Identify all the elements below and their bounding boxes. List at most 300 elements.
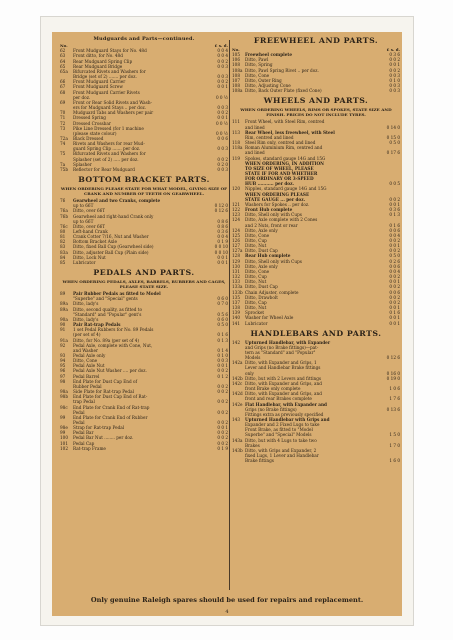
item-number: 94	[60, 358, 66, 364]
item-price: 0 1 6	[389, 310, 400, 316]
item-price: 0 8 6	[217, 218, 228, 224]
item-price: 1 7 0	[389, 442, 400, 448]
item-number: 91a	[60, 337, 68, 343]
item-number: 98b	[60, 394, 69, 400]
item-number: 7a	[60, 161, 66, 167]
item-price: 0 0 2	[217, 58, 228, 64]
item-price: 0 1 6	[217, 332, 228, 338]
item-price: 1 0 6	[389, 386, 400, 392]
item-number: 142a	[232, 360, 243, 366]
item-description: 1 set Pedal Rubbers for No. 89 Pedals	[73, 327, 154, 333]
item-number: 137	[232, 299, 240, 305]
item-price: 0 12 0	[214, 203, 228, 209]
item-description: Ditto, Lock Nut	[73, 254, 106, 260]
item-price: 0 0 2	[389, 299, 400, 305]
item-price: 0 13 6	[386, 406, 400, 412]
list-item	[232, 88, 400, 93]
item-price: 0 0 3	[217, 63, 228, 69]
item-description: Pedal Axle Nut Washer .... per doz.	[73, 368, 147, 374]
item-description: Ditto, Shell only with Cups	[245, 258, 302, 264]
list-item	[60, 260, 228, 265]
item-price: 0 3 6	[217, 229, 228, 234]
item-number: 89	[60, 291, 66, 297]
item-description: Pedal Bar Nut ........ per doz.	[73, 435, 134, 441]
item-description: Ditto, Nut	[245, 279, 267, 285]
item-description: Brake fittings	[245, 458, 274, 464]
item-price: 0 1 9	[217, 445, 228, 451]
item-price: 0 0 2	[217, 156, 228, 162]
item-price: 0 0 2	[389, 274, 400, 280]
item-description: Ditto, Nut	[245, 243, 267, 249]
item-description: Front Mudguard Carrier	[73, 79, 126, 85]
item-price: 0 0 6	[217, 135, 228, 141]
item-number: 124	[232, 217, 240, 223]
item-price: 0 7 0	[217, 301, 228, 307]
item-price: 0 3 6	[389, 52, 400, 58]
freewheel-list	[232, 52, 400, 93]
item-price: 0 0 2	[217, 435, 228, 441]
item-description: and Grips (no Brake fittings)—pat-	[245, 344, 319, 350]
item-number: 76a	[60, 208, 68, 214]
item-description: Ditto, Cone	[245, 232, 270, 238]
item-price: 0 2 6	[389, 258, 400, 264]
item-description: Ditto, fixed Ball Cup (Gearwheel side)	[73, 244, 154, 250]
item-description: Ditto, Cap	[245, 299, 267, 305]
item-price: 0 0 4	[217, 53, 228, 59]
item-description: Pedal	[73, 420, 85, 425]
item-description: Ditto, but with 2 Levers and fittings	[245, 375, 322, 381]
item-number: 107	[232, 77, 240, 83]
item-number: 138	[232, 305, 240, 311]
item-description: Upturned Handlebar, with Expander	[245, 339, 331, 345]
item-price: 0 1 2	[217, 373, 228, 379]
item-number: 80	[60, 229, 66, 234]
item-price: 0 1 4	[217, 347, 228, 353]
item-price: 0 0 1	[389, 305, 400, 311]
number-header: No.	[232, 47, 240, 52]
item-description: tern as "Standard" and "Popular"	[245, 349, 316, 355]
item-description: Pedal Cap	[73, 440, 95, 446]
item-number: 84	[60, 254, 66, 260]
item-number: 143	[232, 417, 240, 422]
item-number: 72a	[60, 135, 68, 141]
item-description: Ditto, Axle only	[245, 263, 278, 269]
item-description: Pike Line Dressed (for 1 machine	[73, 125, 144, 131]
item-number: 127a	[232, 248, 243, 254]
item-number: 143a	[232, 437, 243, 443]
item-price: 0 1 9	[217, 239, 228, 245]
item-description: Pedal Axle only	[73, 352, 106, 358]
item-price: 0 5 0	[389, 140, 400, 146]
item-number: 99	[60, 430, 66, 436]
item-description: Steel Rim only, centred and lined	[245, 140, 316, 146]
item-price: 0 0 2	[217, 409, 228, 415]
item-number: 105	[232, 52, 240, 58]
item-description: Ditto, Axle complete with 2 Cones	[245, 217, 318, 223]
item-number: 92	[60, 342, 66, 348]
item-price: 0 19 0	[386, 375, 400, 381]
item-description: End Plate for Crank End of Rat-trap	[73, 404, 150, 410]
item-description: Black Dressed	[73, 135, 104, 141]
item-price: 0 0 6	[389, 289, 400, 295]
item-price: 0 5 6	[217, 311, 228, 317]
item-number: 81	[60, 234, 66, 240]
item-number: 90	[60, 322, 66, 328]
item-price: 0 0 4	[389, 268, 400, 274]
item-number: 83a	[60, 249, 68, 255]
item-description: STATE GAUGE ... per doz.	[245, 196, 306, 202]
item-description: Front Mudguard Carrier Rivets	[73, 89, 140, 95]
item-description: Pedal Barrel	[73, 373, 100, 379]
item-description: fixed Lugs, 1 Lever and Handlebar	[245, 453, 319, 459]
item-price: 0 5 0	[217, 322, 228, 328]
item-description: and lined	[245, 124, 265, 130]
item-description: Pedal Axle Nut	[73, 363, 105, 369]
item-description: Crank Cotter 7/16, Nut and Washer	[73, 234, 149, 240]
item-description: WHEN ORDERING PLEASE	[245, 191, 310, 197]
item-description: Front Wheel, with Steel Rim, centred	[245, 119, 325, 125]
item-number: 98a	[60, 389, 68, 395]
item-price: 0 0 2	[217, 420, 228, 425]
item-description: trap Pedal	[73, 399, 95, 405]
item-price: 0 0 2	[217, 430, 228, 436]
item-number: 133b	[232, 289, 243, 295]
item-number: 119	[232, 155, 240, 161]
item-description: Grips (no Brake fittings)	[245, 406, 297, 412]
item-price: 0 1 3	[389, 212, 400, 218]
item-number: 142e	[232, 401, 243, 407]
item-description: Ditto, for No. 89a (per set of 4)	[73, 337, 140, 343]
item-number: 123	[232, 212, 240, 218]
item-price: 0 1 6	[389, 222, 400, 228]
item-number: 133a	[232, 284, 243, 290]
item-description: FOR ORDINARY OR 3-SPEED	[245, 176, 314, 182]
handlebars-heading: HANDLEBARS AND PARTS.	[250, 328, 382, 338]
item-description: Ditto, Outer Ring	[245, 77, 282, 83]
item-number: 132	[232, 274, 240, 280]
item-description: Roman Aluminium Rim, centred and	[245, 145, 323, 151]
item-number: 98	[60, 378, 66, 384]
item-price: 0 0 3	[217, 74, 228, 80]
item-price: 0 0 2	[217, 368, 228, 374]
item-description: Bottom Bracket Axle	[73, 239, 117, 245]
item-number: 70	[60, 110, 66, 116]
item-description: Ditto, Spring	[245, 62, 273, 68]
item-number: 96	[60, 368, 66, 374]
item-price: 1 5 0	[389, 432, 400, 438]
item-price: 0 16 0	[386, 370, 400, 376]
item-description: WHEN ORDERING, IN ADDITION	[245, 160, 324, 166]
column-divider	[229, 40, 230, 590]
item-description: Sprocket	[245, 310, 265, 316]
item-number: 63	[60, 53, 66, 59]
item-price: 0 0 2	[217, 399, 228, 405]
item-price: 0 1 0	[389, 77, 400, 83]
item-description: Side Plate for Rat-trap Pedal	[73, 389, 134, 395]
item-number: 128	[232, 253, 240, 259]
item-description: Spokes, standard gauge 14G and 15G	[245, 155, 326, 161]
page-number: 4	[225, 609, 229, 615]
item-price: 0 5 0	[389, 253, 400, 259]
item-price: 0 0 1	[217, 363, 228, 369]
right-column	[232, 36, 400, 463]
item-description: Ditto, lady's	[73, 316, 99, 322]
item-price: 0 1 0	[217, 352, 228, 358]
item-description: Expander and 2 Fixed Lugs to take	[245, 422, 320, 428]
item-number: 139	[232, 310, 240, 316]
item-price: 0 0 1	[217, 425, 228, 431]
price-header: £ s. d.	[214, 43, 228, 49]
item-number: 127	[232, 243, 240, 249]
item-description: TO SIZE OF WHEEL, PLEASE	[245, 165, 314, 171]
price-header: £ s. d.	[386, 47, 400, 52]
item-number: 91	[60, 327, 66, 333]
item-number: 118a	[232, 145, 243, 151]
item-price: 0 0 2	[389, 57, 400, 63]
pedals-note: WHEN ORDERING PEDALS, AXLES, BARRELS, RUBBERS AND CAGES, PLEASE STATE SIZE.	[62, 279, 226, 290]
item-number: 142b	[232, 375, 243, 381]
item-price: 0 0 3	[217, 358, 228, 364]
item-number: 102	[60, 445, 68, 451]
item-number: 73	[60, 125, 66, 131]
item-price: 0 0 3	[217, 166, 228, 172]
item-number: 67	[60, 84, 66, 90]
item-description: Ditto, Adjusting Cone	[245, 83, 291, 89]
item-price: 0 3 6	[389, 207, 400, 213]
item-number: 89a	[60, 306, 68, 312]
item-number: 75	[60, 151, 66, 157]
item-price: 0 0 3	[217, 146, 228, 152]
item-price: 0 17 6	[386, 150, 400, 156]
item-number: 64	[60, 58, 66, 64]
item-price: 0 0 2	[217, 383, 228, 389]
item-description: Ditto, with Expander and Grips, 1	[245, 360, 317, 366]
item-description: End Plate for Crank End of Rubber	[73, 414, 148, 420]
item-price: 0 0 4	[217, 48, 228, 54]
item-description: Fittings extra as previously specified	[245, 411, 324, 417]
item-description: Left-hand Crank	[73, 229, 108, 234]
item-description: Ditto, Nut	[245, 305, 267, 311]
item-price: 0 0 ½	[215, 120, 228, 126]
item-price: 0 0 1	[217, 259, 228, 265]
item-description: Gearwheel and two Cranks, complete	[73, 198, 161, 204]
item-number: 76b	[60, 213, 69, 219]
item-number: 83	[60, 244, 66, 250]
item-description: Rear Mudguard Spring Clip	[73, 58, 133, 64]
item-price: 0 12 6	[214, 208, 228, 214]
item-price: 0 0 6	[389, 263, 400, 269]
item-description: Ditto, over 66T	[73, 208, 106, 214]
item-description: Lever and Handlebar Brake fittings	[245, 365, 321, 371]
item-description: Models	[245, 355, 261, 361]
item-number: 65	[60, 63, 66, 69]
item-number: 143b	[232, 447, 243, 453]
bottom-bracket-heading: BOTTOM BRACKET PARTS.	[78, 175, 210, 185]
item-price: 0 0 ½	[215, 94, 228, 100]
item-description: Splasher	[73, 161, 92, 167]
item-description: Washers for Spokes .. per doz.	[245, 201, 310, 207]
item-description: Front or Rear Solid Rivets and Wash-	[73, 99, 152, 105]
bottom-bracket-list	[60, 198, 228, 265]
item-number: 68	[60, 89, 66, 95]
item-description: Ditto, with Expander and Grips, and	[245, 391, 322, 397]
item-description: Ditto, Cone	[245, 72, 270, 78]
item-description: Ditto, adjuster Ball Cup (Plain side)	[73, 249, 149, 255]
item-number: 108a	[232, 67, 243, 73]
item-number: 129	[232, 258, 240, 264]
item-number: 133	[232, 279, 240, 285]
item-price: 0 0 1	[389, 315, 400, 321]
item-description: Rear Wheel, less freewheel, with Steel	[245, 129, 335, 135]
item-description: Ditto, Cone	[245, 268, 270, 274]
item-number	[232, 458, 245, 463]
pedals-heading: PEDALS AND PARTS.	[93, 268, 195, 278]
item-description: HUB ........... per doz.	[245, 181, 294, 187]
item-description: front and rear Brakes complete	[245, 396, 312, 402]
item-description: Pedal	[73, 409, 85, 415]
item-number: 62	[60, 48, 66, 54]
item-description: Pedal Axle, complete with Cone, Nut,	[73, 342, 153, 348]
pedals-list	[60, 291, 228, 451]
item-description: and 2 Nuts, front or rear	[245, 222, 298, 228]
item-number: 121	[232, 201, 240, 207]
item-number: 108	[232, 83, 240, 89]
item-description: Ditto, Shell only with Cups	[245, 212, 302, 218]
item-number: 130	[232, 263, 240, 269]
item-number: 101	[60, 440, 68, 446]
item-number: 75b	[60, 166, 69, 172]
item-description: Ditto, Axle only	[245, 227, 278, 233]
item-description: Dressed Spring	[73, 115, 106, 121]
item-description: Chain Adjuster, complete	[245, 289, 299, 295]
item-number: 142d	[232, 391, 243, 397]
item-description: Pedal Bar	[73, 430, 94, 436]
mudguards-list	[60, 48, 228, 172]
item-number: 100	[60, 435, 68, 441]
item-description: Ditto, over 66T	[73, 223, 106, 229]
item-number: 76	[60, 198, 66, 204]
wheels-heading: WHEELS AND PARTS.	[263, 96, 369, 106]
item-number: 126	[232, 238, 240, 243]
item-price: 0 0 4	[217, 234, 228, 240]
mudguards-continued-heading: Mudguards and Parts—continued.	[93, 36, 195, 42]
item-price: 0 0 2	[389, 67, 400, 73]
item-number: 89a	[60, 301, 68, 307]
item-description: Ditto, with Grips and Expander, 2	[245, 447, 317, 453]
item-price: 0 15 0	[386, 134, 400, 140]
item-number: 142c	[232, 380, 243, 386]
item-description: Ditto, Pawl Spring Rivet .. per doz.	[245, 67, 319, 73]
item-description: Ditto, Dust Cap	[245, 248, 278, 254]
item-price: 0 0 2	[389, 196, 400, 202]
item-description: Front Mudguard Stays for No. 48d	[73, 48, 147, 54]
item-description: Ditto, lady's	[73, 301, 99, 307]
catalogue-page	[52, 32, 402, 616]
item-description: Rim, centred and lined	[245, 134, 294, 140]
item-price: 0 0 1	[217, 115, 228, 121]
list-item	[232, 321, 400, 326]
item-description: Ditto, Dust Cap	[245, 284, 278, 290]
list-item	[232, 458, 400, 463]
item-number: 113	[232, 129, 240, 135]
item-description: Ditto, Drawbolt	[245, 294, 278, 300]
item-number: 90a	[60, 316, 68, 322]
item-price: 0 0 2	[217, 79, 228, 85]
item-number: 108	[232, 62, 240, 68]
item-price: 0 0 3	[217, 105, 228, 111]
item-description: "Standard" and "Popular" gent's	[73, 311, 142, 317]
left-column	[60, 36, 228, 451]
item-description: Bifurcated Rivets and Washers for	[73, 151, 146, 157]
item-price: 0 0 2	[217, 389, 228, 395]
item-number: 135	[232, 294, 240, 300]
item-price: 0 1 3	[217, 337, 228, 343]
item-description: Front ditto, for No. 48d	[73, 53, 123, 59]
item-description: Ditto, second quality, as fitted to	[73, 306, 142, 312]
item-price: 0 14 0	[386, 124, 400, 130]
item-price: 0 0 2	[389, 284, 400, 290]
item-description: Rubber Pedal	[73, 383, 102, 389]
item-description: "Superbe" and "Special" gents	[73, 296, 138, 302]
item-price: 0 0 4	[389, 232, 400, 238]
item-description: only	[245, 370, 254, 376]
item-price: 0 0 2	[217, 440, 228, 446]
item-number: 108a	[232, 88, 243, 94]
item-price: 0 0 1	[389, 279, 400, 285]
item-description: front Brake only complete	[245, 386, 301, 392]
item-price: 0 0 1	[217, 254, 228, 260]
item-description: Ditto, Pawl	[245, 57, 269, 63]
item-number: 71	[60, 115, 66, 121]
item-description: Splasher (set of 2) ..... per doz.	[73, 156, 139, 162]
item-description: Lubricator	[245, 320, 268, 326]
item-description: Superbe" and "Special" Models	[245, 432, 312, 438]
item-description: Bridge (set of 2) ....... per doz.	[73, 74, 137, 80]
item-price: 0 0 1	[217, 84, 228, 90]
item-number: 69	[60, 99, 66, 105]
number-header: No.	[60, 43, 68, 49]
list-item	[60, 167, 228, 172]
item-description: Lubricator	[73, 259, 96, 265]
item-number: 111	[232, 119, 240, 125]
item-price: 0 12 6	[386, 355, 400, 361]
item-description: and Washer	[73, 347, 98, 353]
handlebars-list	[232, 340, 400, 464]
item-price: 0 2 0	[217, 161, 228, 167]
item-description: up to 66T	[73, 218, 94, 224]
item-description: Ditto, Back Outer Plate (fixed Cone)	[245, 88, 322, 94]
item-description: (per set of 4)	[73, 332, 101, 338]
item-price: 0 0 2	[389, 248, 400, 254]
item-description: and lined	[245, 150, 265, 156]
item-price: 0 0 1	[389, 201, 400, 207]
item-number: 131	[232, 268, 240, 274]
item-description: Ditto, Cup	[245, 274, 267, 280]
item-number: 93	[60, 352, 66, 358]
item-number: 72	[60, 120, 66, 126]
item-number: 66	[60, 79, 66, 85]
item-description: Dressed Crossbar	[73, 120, 111, 126]
item-number: 76c	[60, 223, 68, 229]
item-price: 0 0 5	[389, 181, 400, 187]
item-description: Ditto, Cup	[245, 238, 267, 243]
item-description: Pair Rat-trap Pedals	[73, 322, 121, 328]
item-price: 1 6 0	[389, 458, 400, 464]
item-number: 65a	[60, 68, 68, 74]
wheels-note: WHEN ORDERING WHEELS, RIMS OR SPOKES, STATE SIZE AND FINISH. PRICES DO NOT INCLUDE TYRES.	[240, 107, 392, 118]
item-description: Flat Handlebar, with Expander and	[245, 401, 327, 407]
item-price: 0 0 10	[214, 249, 228, 255]
